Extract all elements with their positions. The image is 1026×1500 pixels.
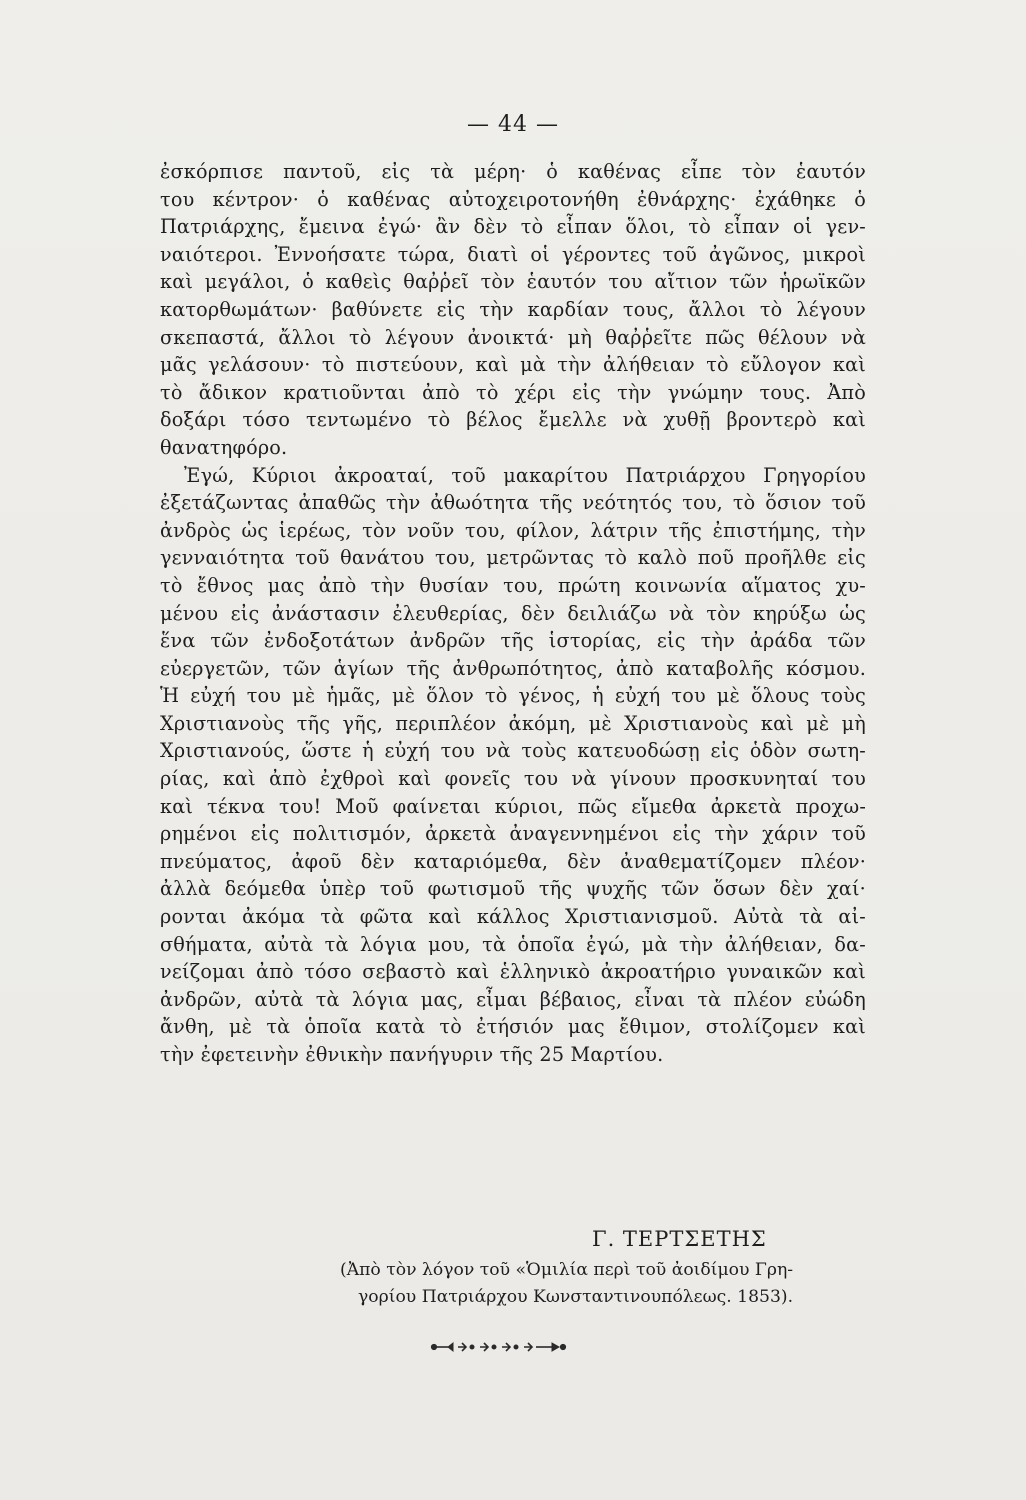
text-line: μᾶς γελάσουν· τὸ πιστεύουν, καὶ μὰ τὴν ἀλήθειαν τὸ εὔλογον καὶ (160, 353, 866, 377)
text-line: τὸ ἄδικον κρατιοῦνται ἀπὸ τὸ χέρι εἰς τὴν γνώμην τους. Ἀπὸ (160, 380, 866, 404)
text-line: δοξάρι τόσο τεντωμένο τὸ βέλος ἔμελλε νὰ χυθῇ βροντερὸ καὶ (160, 408, 866, 432)
text-line: γενναιότητα τοῦ θανάτου του, μετρῶντας τὸ καλὸ ποῦ προῆλθε εἰς (160, 546, 866, 570)
text-line: καὶ μεγάλοι, ὁ καθεὶς θαῤῥεῖ τὸν ἑαυτόν του αἴτιον τῶν ἡρωϊκῶν (160, 270, 866, 294)
source-line: (Ἀπὸ τὸν λόγον τοῦ «Ὁμιλία περὶ τοῦ ἀοιδίμου Γρη- (340, 1260, 794, 1280)
text-line: θανατηφόρο. (160, 435, 288, 459)
text-line: κατορθωμάτων· βαθύνετε εἰς τὴν καρδίαν τους, ἄλλοι τὸ λέγουν (160, 297, 866, 321)
text-line: ἐσκόρπισε παντοῦ, εἰς τὰ μέρη· ὁ καθένας εἶπε τὸν ἑαυτόν (160, 160, 866, 183)
text-line: μένου εἰς ἀνάστασιν ἐλευθερίας, δὲν δειλιάζω νὰ τὸν κηρύξω ὡς (160, 601, 866, 625)
text-line: σθήματα, αὐτὰ τὰ λόγια μου, τὰ ὁποῖα ἐγώ, μὰ τὴν ἀλήθειαν, δα- (160, 932, 866, 956)
body-text (160, 158, 866, 1069)
text-line: ρονται ἀκόμα τὰ φῶτα καὶ κάλλος Χριστιανισμοῦ. Αὐτὰ τὰ αἰ- (160, 905, 866, 929)
text-line: ἐξετάζωντας ἀπαθῶς τὴν ἀθωότητα τῆς νεότητός του, τὸ ὅσιον τοῦ (160, 491, 866, 515)
page-number: — 44 — (467, 112, 559, 137)
text-line: καὶ τέκνα του! Μοῦ φαίνεται κύριοι, πῶς εἴμεθα ἀρκετὰ προχω- (160, 794, 866, 818)
author-signature: Γ. ΤΕΡΤΣΕΤΗΣ (592, 1227, 767, 1251)
source-line: γορίου Πατριάρχου Κωνσταντινουπόλεως. 1853). (358, 1286, 794, 1307)
text-line: Πατριάρχης, ἔμεινα ἐγώ· ἂν δὲν τὸ εἶπαν ὅλοι, τὸ εἶπαν οἱ γεν- (160, 215, 866, 239)
text-line: πνεύματος, ἀφοῦ δὲν καταριόμεθα, δὲν ἀναθεματίζομεν πλέον· (160, 849, 866, 873)
text-line: νείζομαι ἀπὸ τόσο σεβαστὸ καὶ ἑλληνικὸ ἀκροατήριο γυναικῶν καὶ (160, 960, 866, 984)
text-line: ἕνα τῶν ἐνδοξοτάτων ἀνδρῶν τῆς ἱστορίας, εἰς τὴν ἀράδα τῶν (160, 629, 866, 653)
text-line: ἀνδρὸς ὡς ἱερέως, τὸν νοῦν του, φίλον, λάτριν τῆς ἐπιστήμης, τὴν (160, 518, 866, 542)
text-line: εὐεργετῶν, τῶν ἁγίων τῆς ἀνθρωπότητος, ἀπὸ καταβολῆς κόσμου. (160, 656, 866, 680)
text-line: ἀλλὰ δεόμεθα ὑπὲρ τοῦ φωτισμοῦ τῆς ψυχῆς τῶν ὅσων δὲν χαί· (160, 877, 866, 901)
text-line: Ἡ εὐχή του μὲ ἡμᾶς, μὲ ὅλον τὸ γένος, ἡ εὐχή του μὲ ὅλους τοὺς (160, 684, 866, 708)
text-line: ρίας, καὶ ἀπὸ ἐχθροὶ καὶ φονεῖς του νὰ γίνουν προσκυνηταί του (160, 767, 866, 791)
text-line: ρημένοι εἰς πολιτισμόν, ἀρκετὰ ἀναγεννημένοι εἰς τὴν χάριν τοῦ (160, 822, 866, 846)
text-line: σκεπαστά, ἄλλοι τὸ λέγουν ἀνοικτά· μὴ θαῤῥεῖτε πῶς θέλουν νὰ (160, 325, 866, 349)
text-line: τὸ ἔθνος μας ἀπὸ τὴν θυσίαν του, πρώτη κοινωνία αἵματος χυ- (160, 573, 866, 597)
text-line: τὴν ἐφετεινὴν ἐθνικὴν πανήγυριν τῆς 25 Μαρτίου. (160, 1043, 664, 1066)
text-line: του κέντρον· ὁ καθένας αὐτοχειροτονήθη ἐθνάρχης· ἐχάθηκε ὁ (160, 187, 866, 211)
text-line: Ἐγώ, Κύριοι ἀκροαταί, τοῦ μακαρίτου Πατριάρχου Γρηγορίου (184, 463, 866, 487)
decorative-divider-icon (428, 1340, 568, 1354)
text-line: Χριστιανούς, ὥστε ἡ εὐχή του νὰ τοὺς κατευοδώσῃ εἰς ὁδὸν σωτη- (160, 739, 866, 763)
text-line: Χριστιανοὺς τῆς γῆς, περιπλέον ἀκόμη, μὲ Χριστιανοὺς καὶ μὲ μὴ (160, 711, 866, 735)
text-line: ναιότεροι. Ἐννοήσατε τώρα, διατὶ οἱ γέροντες τοῦ ἀγῶνος, μικροὶ (160, 242, 866, 266)
text-line: ἀνδρῶν, αὐτὰ τὰ λόγια μας, εἶμαι βέβαιος, εἶναι τὰ πλέον εὐώδη (160, 987, 866, 1011)
text-line: ἄνθη, μὲ τὰ ὁποῖα κατὰ τὸ ἐτήσιόν μας ἔθιμον, στολίζομεν καὶ (160, 1015, 866, 1039)
source-citation (340, 1257, 852, 1310)
